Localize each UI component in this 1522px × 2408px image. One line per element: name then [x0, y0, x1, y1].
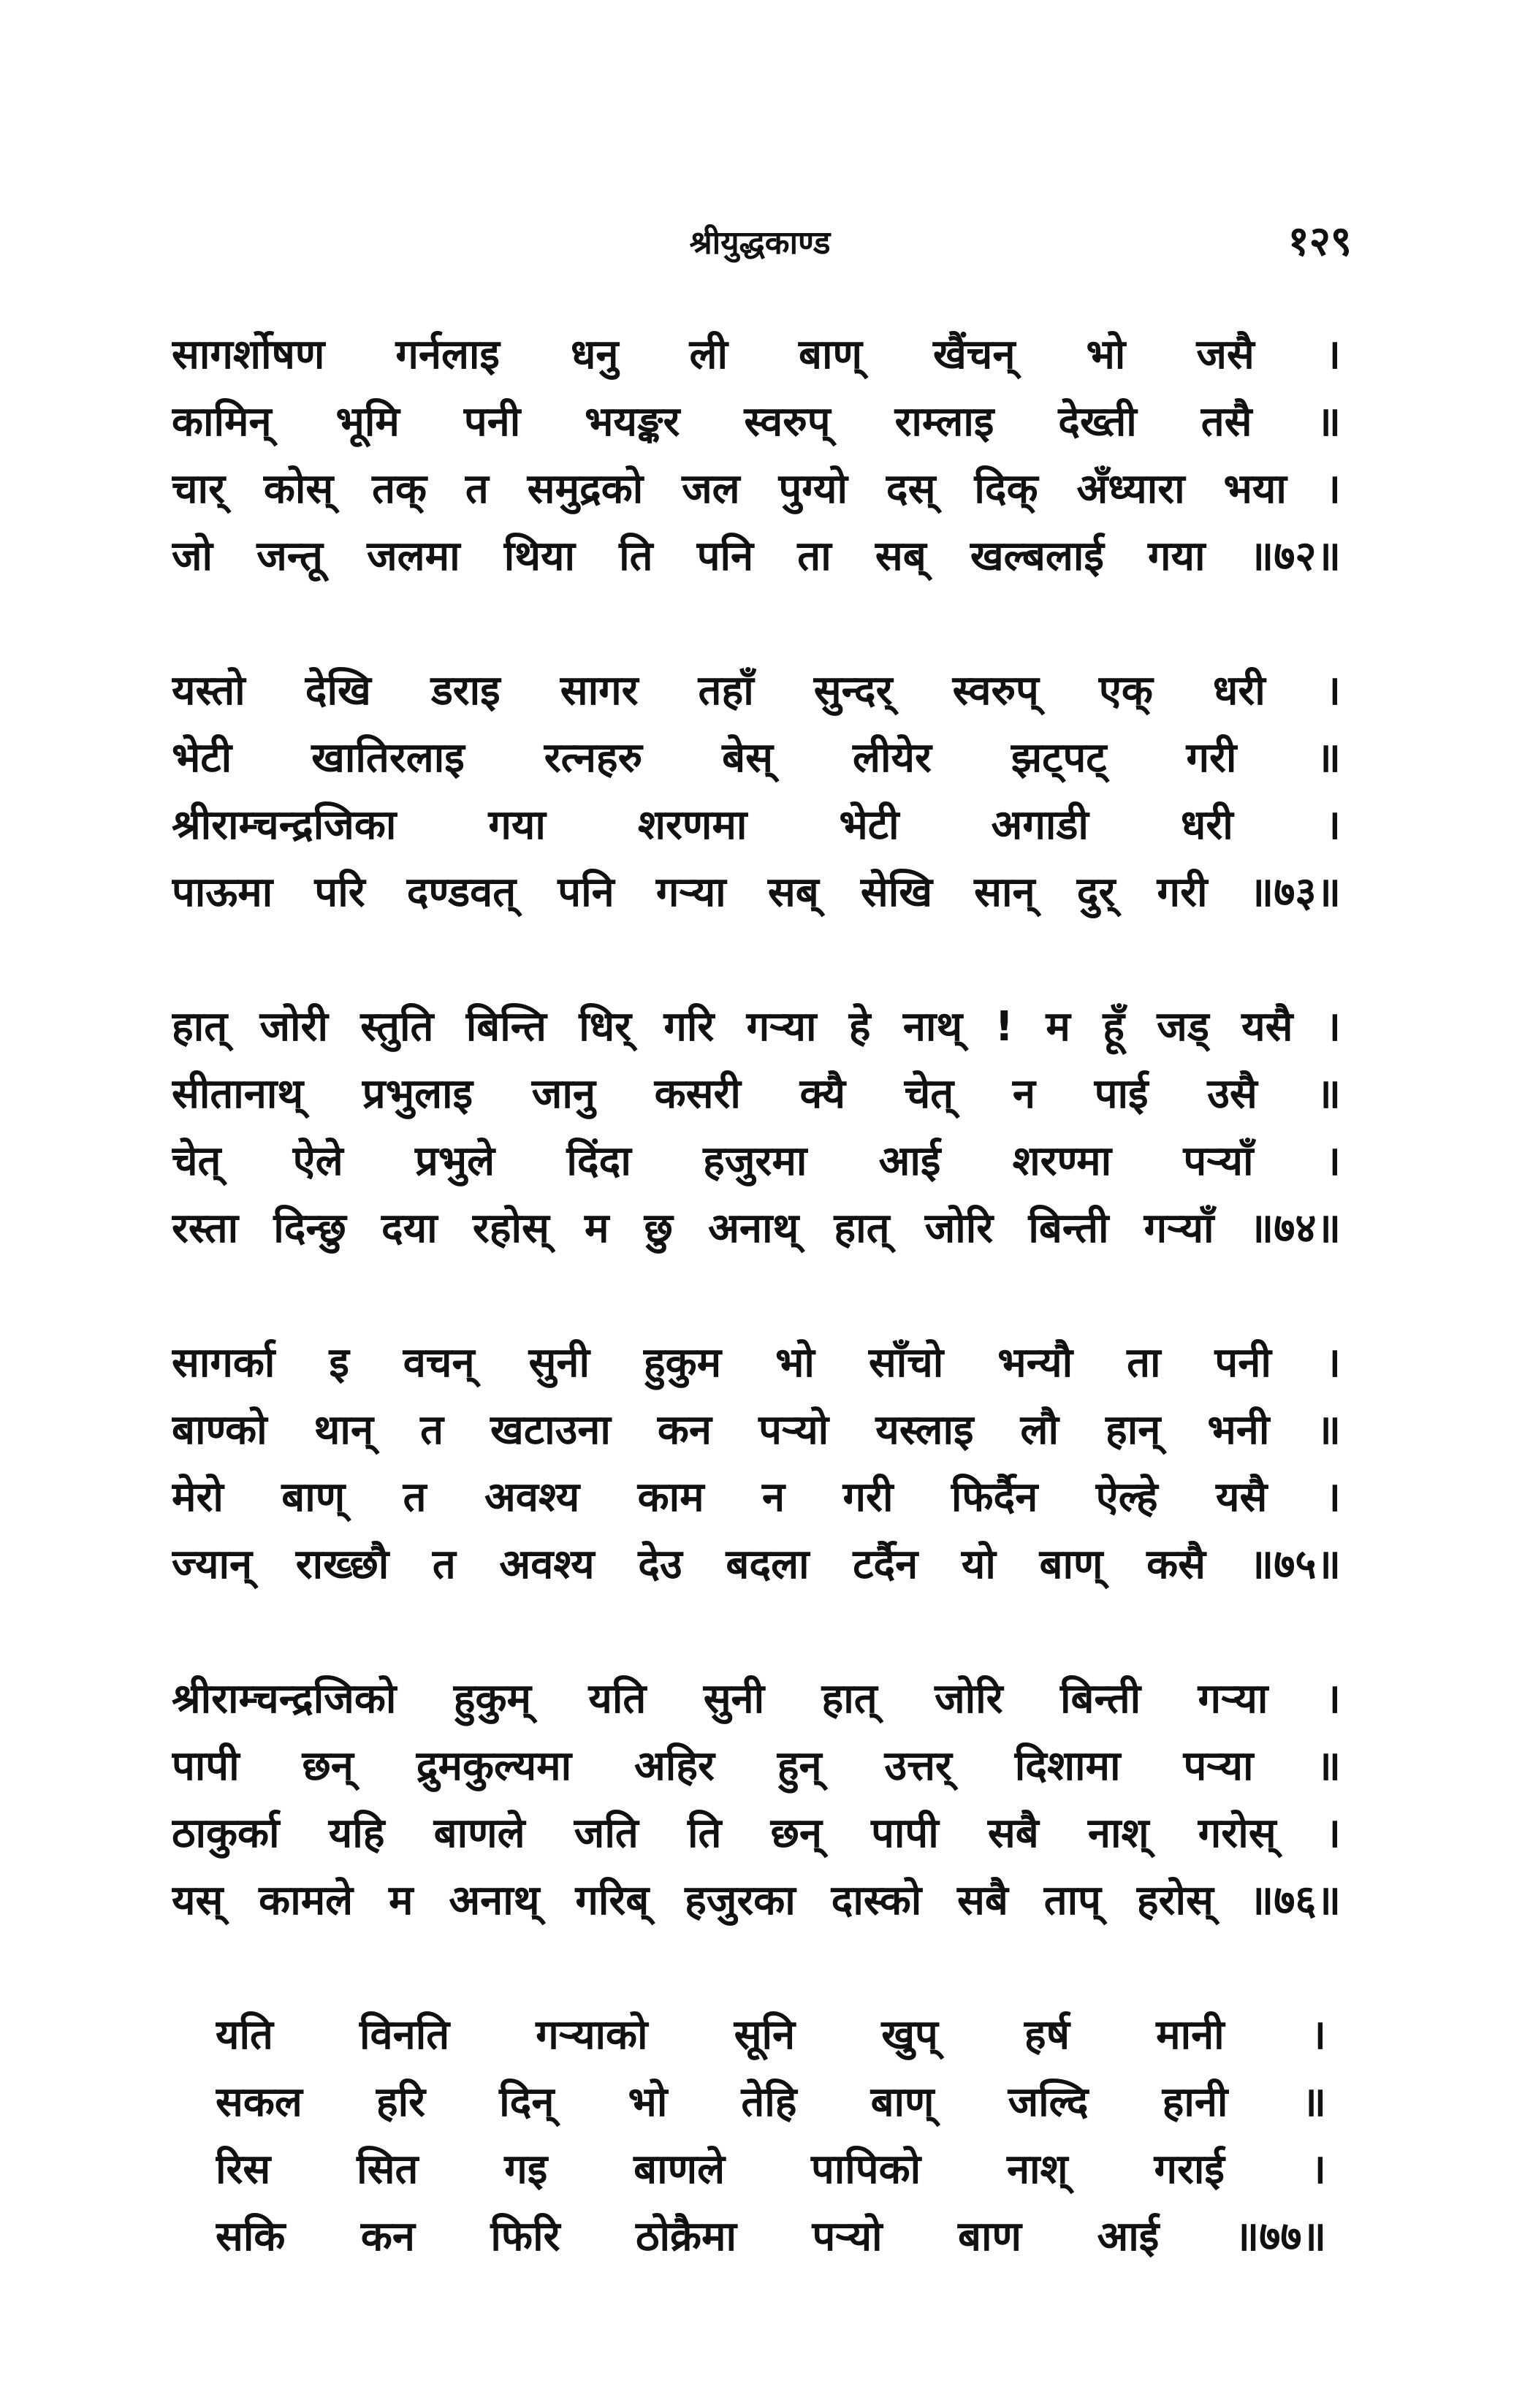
verse-line: बाण्को थान् त खटाउना कन पऱ्यो यस्लाइ लौ हान् भनी ॥ [172, 1406, 1341, 1454]
verse-line: जो जन्तू जलमा थिया ति पनि ता सब् खल्बलाई गया ॥७२॥ [172, 533, 1341, 580]
verse-line: सकि कन फिरि ठोक्रैमा पऱ्यो बाण आई ॥७७॥ [216, 2213, 1326, 2260]
verse-line: रस्ता दिन्छु दया रहोस् म छु अनाथ् हात् जोरि बिन्ती गऱ्याँ ॥७४॥ [172, 1205, 1341, 1252]
verse-line: कामिन् भूमि पनी भयङ्कर स्वरुप् राम्लाइ देख्ती तसै ॥ [172, 398, 1341, 446]
verse-line: भेटी खातिरलाइ रत्नहरु बेस् लीयेर झट्पट् गरी ॥ [172, 734, 1341, 782]
verse-line: सीतानाथ् प्रभुलाइ जानु कसरी क्यै चेत् न पाई उसै ॥ [172, 1070, 1341, 1118]
verse-body [172, 321, 1341, 2338]
stanza-76 [172, 1666, 1341, 1935]
page-header [168, 212, 1352, 278]
verse-line: श्रीराम्चन्द्रजिका गया शरणमा भेटी अगाडी धरी । [172, 801, 1341, 849]
stanza-77 [172, 2002, 1341, 2271]
verse-line: यति विनति गऱ्याको सूनि खुप् हर्ष मानी । [216, 2011, 1326, 2059]
verse-line: पापी छन् द्रुमकुल्यमा अहिर हुन् उत्तर् दिशामा पऱ्या ॥ [172, 1742, 1341, 1790]
verse-line: हात् जोरी स्तुति बिन्ति धिर् गरि गऱ्या हे नाथ् ! म हूँ जड् यसै । [172, 1003, 1341, 1051]
verse-line: मेरो बाण् त अवश्य काम न गरी फिर्दैन ऐल्हे यसै । [172, 1474, 1341, 1521]
verse-line: रिस सित गइ बाणले पापिको नाश् गराई । [216, 2146, 1326, 2193]
stanza-73 [172, 658, 1341, 926]
verse-line: ठाकुर्का यहि बाणले जति ति छन् पापी सबै नाश् गरोस् । [172, 1810, 1341, 1857]
verse-line: सकल हरि दिन् भो तेहि बाण् जल्दि हानी ॥ [216, 2079, 1326, 2126]
verse-line: सागर्का इ वचन् सुनी हुकुम भो साँचो भन्यौ ता पनी । [172, 1339, 1341, 1387]
stanza-72 [172, 321, 1341, 590]
verse-line: चेत् ऐले प्रभुले दिंदा हजुरमा आई शरण्मा पऱ्याँ । [172, 1138, 1341, 1185]
verse-line: श्रीराम्चन्द्रजिको हुकुम् यति सुनी हात् जोरि बिन्ती गऱ्या । [172, 1675, 1341, 1723]
verse-line: यस्तो देखि डराइ सागर तहाँ सुन्दर् स्वरुप् एक् धरी । [172, 667, 1341, 715]
verse-line: ज्यान् राख्छौ त अवश्य देउ बदला टर्दैन यो बाण् कसै ॥७५॥ [172, 1541, 1341, 1588]
running-title: श्रीयुद्धकाण्ड [689, 224, 831, 262]
stanza-74 [172, 994, 1341, 1262]
verse-line: सागर्शोषण गर्नलाइ धनु ली बाण् खैंचन् भो जसै । [172, 331, 1341, 378]
page-number: १२९ [1287, 218, 1352, 265]
verse-line: यस् कामले म अनाथ् गरिब् हजुरका दास्को सबै ताप् हरोस् ॥७६॥ [172, 1877, 1341, 1924]
verse-line: पाऊमा परि दण्डवत् पनि गऱ्या सब् सेखि सान् दुर् गरी ॥७३॥ [172, 869, 1341, 916]
stanza-75 [172, 1330, 1341, 1599]
verse-line: चार् कोस् तक् त समुद्रको जल पुग्यो दस् दिक् अँध्यारा भया । [172, 465, 1341, 513]
